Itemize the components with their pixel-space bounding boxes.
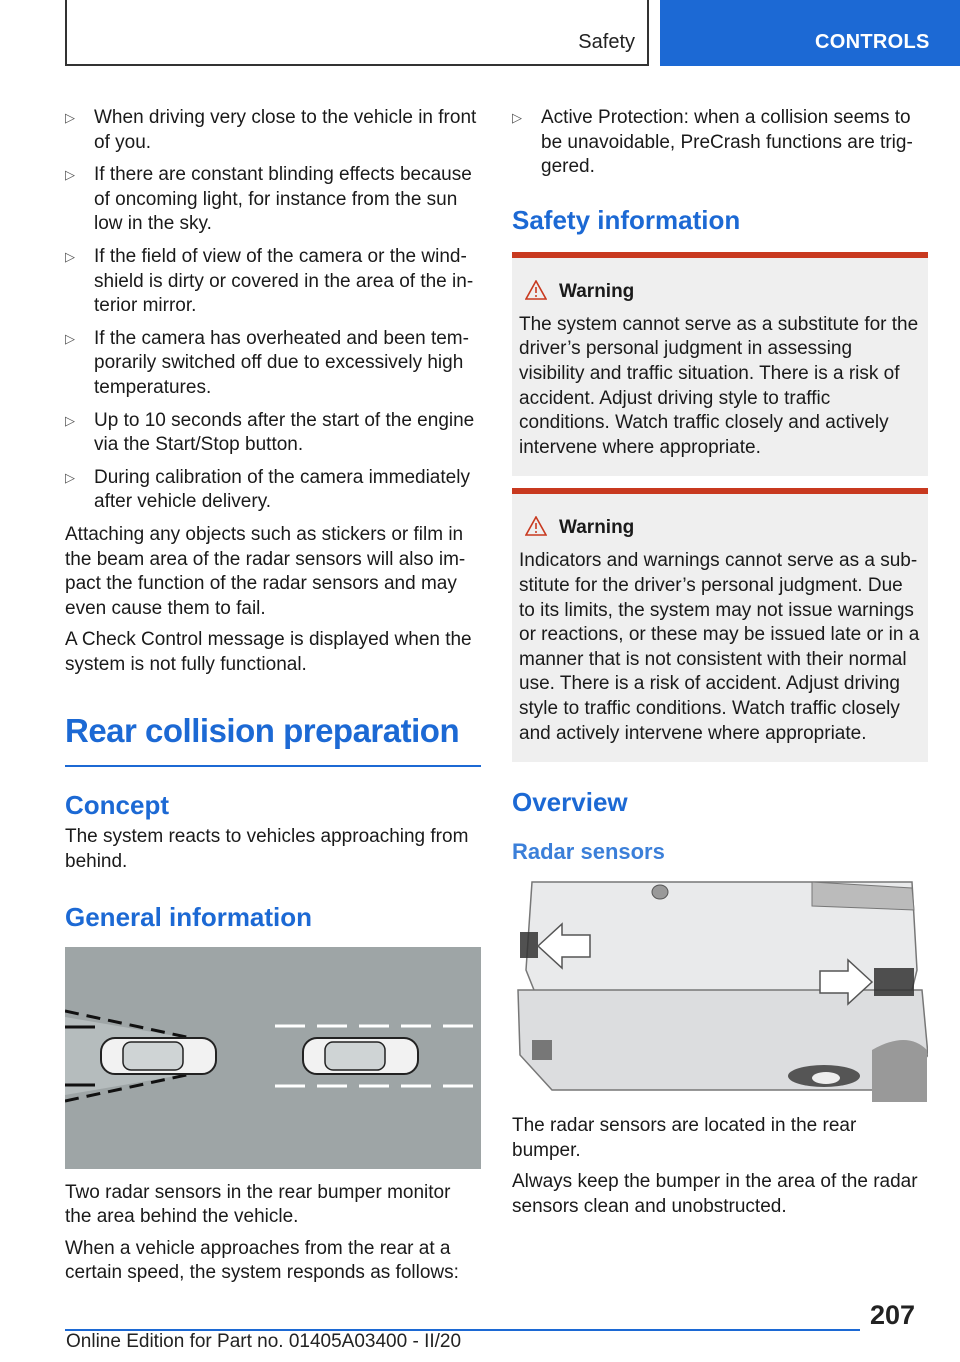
paragraph-radar-objects: Attaching any objects such as stickers or film in the beam area of the radar sensors will also impact the function of the radar sensors and may even cause them to fail. <box>65 523 466 619</box>
list-item: ▷ When driving very close to the vehicle in front of you. <box>65 107 477 153</box>
warning-title: Warning <box>519 280 920 305</box>
concept-text: The system reacts to vehicles approaching from behind. <box>65 826 469 873</box>
heading-concept: Concept <box>65 790 169 821</box>
warning-text: Indicators and warnings cannot serve as a substitute for the driver’s personal judgment. Due to its limits, the system may not issue warnings or reactions, or these may be issued late or in a manner that is not consistent with their normal use. There is a risk of accident. Adjust driving style to traffic conditions. Watch traffic closely and actively intervene where appropriate. <box>519 550 920 744</box>
header-section-box <box>65 0 649 66</box>
title-divider <box>65 765 481 767</box>
heading-overview: Overview <box>512 787 628 818</box>
warning-triangle-icon <box>525 280 547 300</box>
footer-edition: Online Edition for Part no. 01405A03400 - II/20 <box>66 1331 462 1352</box>
general-text-1: Two radar sensors in the rear bumper monitor the area behind the vehicle. <box>65 1181 451 1228</box>
warning-text: The system cannot serve as a substitute for the driver’s personal judgment in assessing visibility and traffic situation. There is a risk of accident. Adjust driving style to traffic conditions. Watch traffic closely and actively intervene where appropriate. <box>519 313 919 458</box>
header-chapter-label: CONTROLS <box>815 31 930 53</box>
heading-general-information: General information <box>65 901 313 932</box>
paragraph-check-control: A Check Control message is displayed when the system is not fully functional. <box>65 629 472 675</box>
triangle-bullet-icon: ▷ <box>65 110 75 125</box>
heading-safety-information: Safety information <box>512 204 741 235</box>
header-chapter-tab[interactable] <box>660 0 960 66</box>
triangle-bullet-icon: ▷ <box>65 167 75 183</box>
warning-box <box>512 488 928 762</box>
section-rear-collision <box>65 711 481 767</box>
list-item: ▷ If there are constant blinding effects because of oncoming light, for instance from the sun low in the sky. <box>65 164 472 235</box>
response-list <box>512 106 928 180</box>
warning-title: Warning <box>519 516 920 541</box>
radar-text-1: The radar sensors are located in the rear bumper. <box>512 1115 857 1161</box>
list-item: ▷ Up to 10 seconds after the start of the engine via the Start/Stop button. <box>65 409 475 456</box>
general-text-2: When a vehicle approaches from the rear at a certain speed, the system responds as follows: <box>65 1237 459 1284</box>
list-item: ▷ If the camera has overheated and been temporarily switched off due to excessively high temperatures. <box>65 327 469 398</box>
car-icon <box>303 1038 418 1074</box>
radar-sensor-illustration <box>512 880 928 1102</box>
list-item: ▷ Active Protection: when a collision seems to be unavoidable, PreCrash functions are triggered. <box>512 107 913 178</box>
left-column <box>65 106 481 1293</box>
page-title: Rear collision preparation <box>65 712 460 750</box>
limitations-list <box>65 106 481 515</box>
radar-coverage-diagram <box>65 947 481 1169</box>
triangle-bullet-icon: ▷ <box>65 330 75 346</box>
car-icon <box>101 1038 216 1074</box>
warning-box <box>512 252 928 477</box>
radar-text-2: Always keep the bumper in the area of the radar sensors clean and unobstructed. <box>512 1171 918 1217</box>
triangle-bullet-icon: ▷ <box>65 412 75 428</box>
page-number: 207 <box>870 1300 916 1330</box>
triangle-bullet-icon: ▷ <box>65 248 75 264</box>
header-section-title: Safety <box>578 31 635 53</box>
triangle-bullet-icon: ▷ <box>512 110 522 125</box>
warning-triangle-icon <box>525 516 547 536</box>
list-item: ▷ During calibration of the camera immediately after vehicle delivery. <box>65 466 470 513</box>
list-item: ▷ If the field of view of the camera or the windshield is dirty or covered in the area of the interior mirror. <box>65 245 474 317</box>
triangle-bullet-icon: ▷ <box>65 469 75 485</box>
radar-coverage-illustration <box>65 947 481 1169</box>
right-column <box>512 106 928 1226</box>
heading-radar-sensors: Radar sensors <box>512 839 665 865</box>
rear-bumper-diagram <box>512 880 928 1102</box>
